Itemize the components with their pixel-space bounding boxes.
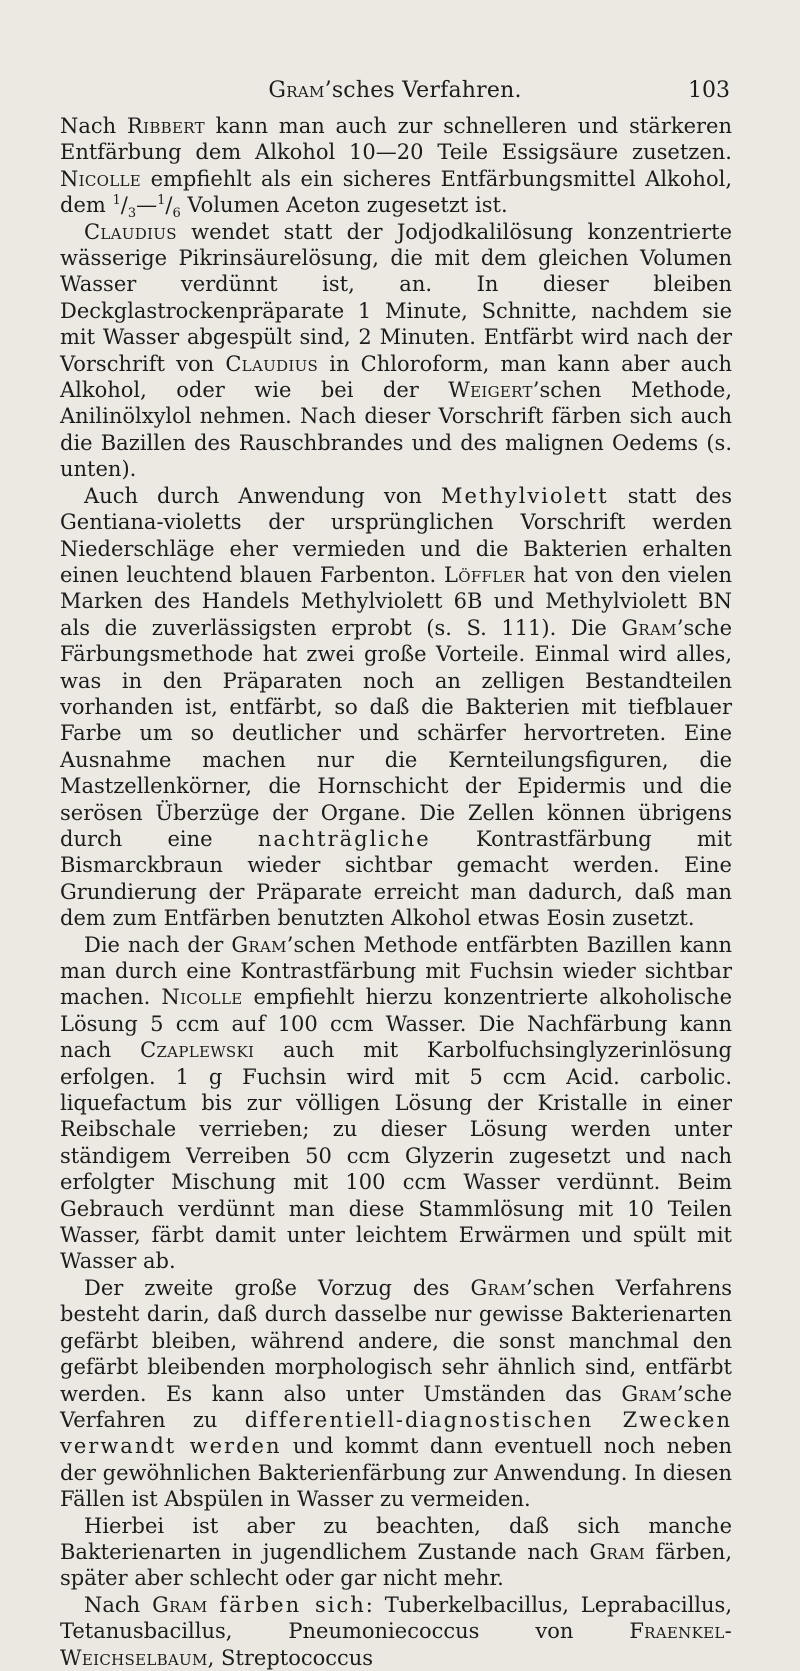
name-small-caps: Weigert — [448, 378, 533, 403]
text-run: ’sche Verfahren zu — [60, 1381, 732, 1432]
fraction-numerator: 1 — [157, 193, 166, 209]
name-small-caps: Claudius — [225, 351, 319, 376]
name-small-caps: Gram — [231, 932, 287, 957]
text-run: auch mit Karbolfuchsinglyzerinlösung erfolgen. 1 g Fuchsin wird mit 5 ccm Acid. carbolic. liquefactum bis zur völligen Lösung der Kristalle in einer Reibschale verrieben; zu dieser Lösung werden unter ständigem Verreiben 50 ccm Glyzerin zugesetzt und nach erfolgter Mischung mit 100 ccm Wasser verdünnt. Beim Gebrauch verdünnt man diese Stammlösung mit 10 Teilen Wasser, färbt damit unter leichtem Erwärmen und spült mit Wasser ab. — [60, 1038, 732, 1274]
text-run: Volumen Aceton zugesetzt ist. — [180, 193, 508, 218]
text-run: färben, später aber schlecht oder gar nicht mehr. — [60, 1539, 733, 1591]
text-run: , Streptococcus — [207, 1645, 374, 1670]
text-run: empfiehlt als ein sicheres Entfärbungsmittel Alkohol, dem — [60, 166, 732, 218]
text-run: empfiehlt hierzu konzentrierte alkoholische Lösung 5 ccm auf 100 ccm Wasser. Die Nachfärbung kann nach — [60, 985, 732, 1063]
text-run: und kommt dann eventuell noch neben der gewöhnlichen Bakterienfärbung zur Anwendung. In diesen Fällen ist Abspülen in Wasser zu vermeiden. — [60, 1434, 733, 1512]
name-small-caps: Nicolle — [60, 166, 142, 191]
text-run: : Tuberkelbacillus, Leprabacillus, Tetanusbacillus, Pneumoniecoccus von — [60, 1592, 733, 1644]
text-run: Der zweite große Vorzug des — [84, 1275, 471, 1300]
paragraph — [60, 1592, 732, 1671]
paragraph — [60, 219, 732, 483]
text-run: ’schen Methode entfärbten Bazillen kann man durch eine Kontrastfärbung mit Fuchsin wieder sichtbar machen. — [60, 932, 732, 1010]
name-small-caps: Ribbert — [127, 114, 205, 138]
name-small-caps: Czaplewski — [140, 1038, 255, 1063]
text-run: statt des Gentiana-violetts der ursprünglichen Vorschrift werden Niederschläge eher vermieden und die Bakterien erhalten einen leuchtend blauen Farbenton. — [60, 483, 732, 587]
paragraph — [60, 1513, 732, 1592]
name-small-caps: Gram — [621, 1381, 677, 1406]
text-run: Die nach der — [84, 932, 232, 957]
name-small-caps: Nicolle — [161, 985, 243, 1010]
fraction-denominator: 6 — [172, 206, 181, 222]
running-head-name: Gram — [268, 78, 325, 103]
paragraph — [60, 932, 732, 1275]
name-small-caps: Gram — [152, 1592, 208, 1617]
name-small-caps: Gram — [621, 615, 677, 640]
text-run: Kontrastfärbung mit Bismarckbraun wieder sichtbar gemacht werden. Eine Grundierung der Präparate erreicht man dadurch, daß man dem zum Entfärben benutzten Alkohol etwas Eosin zusetzt. — [60, 826, 732, 931]
running-head-rest: ’sches Verfahren. — [324, 78, 522, 103]
fraction-numerator: 1 — [112, 193, 121, 209]
text-run: Auch durch Anwendung von — [84, 483, 441, 508]
emphasis-spaced: nachträgliche — [257, 826, 431, 851]
text-run: Hierbei ist aber zu beachten, daß sich manche Bakterienarten in jugendlichem Zustande nach — [60, 1513, 732, 1564]
body-text — [60, 113, 732, 1671]
text-run: / — [165, 193, 173, 218]
paragraph — [60, 1275, 732, 1513]
text-run: wendet statt der Jodjodkalilösung konzentrierte wässerige Pikrinsäurelösung, die mit dem gleichen Volumen Wasser verdünnt ist, an. In dieser bleiben Deckglastrockenpräparate 1 Minute, Schnitte, nachdem sie mit Wasser abgespült sind, 2 Minuten. Entfärbt wird nach der Vorschrift von — [60, 219, 732, 376]
text-run — [208, 1593, 220, 1617]
text-run: in Chloroform, man kann aber auch Alkohol, oder wie bei der — [60, 351, 732, 403]
name-small-caps: Löffler — [444, 562, 526, 587]
page-number: 103 — [688, 78, 730, 103]
emphasis-spaced: färben sich — [219, 1592, 366, 1617]
text-run: ’schen Verfahrens besteht darin, daß durch dasselbe nur gewisse Bakterienarten gefärbt bleiben, während andere, die sonst manchmal den gefärbt bleibenden morphologisch sehr ähnlich sind, entfärbt werden. Es kann also unter Umständen das — [60, 1275, 732, 1406]
text-run: Nach — [60, 114, 127, 138]
name-small-caps: Gram — [470, 1275, 527, 1300]
name-small-caps: Gram — [589, 1539, 645, 1564]
emphasis-spaced: differentiell-diagnostischen Zwecken verwandt werden — [60, 1407, 732, 1459]
name-small-caps: Fraenkel-Weichselbaum — [60, 1619, 732, 1670]
paragraph — [60, 483, 732, 932]
text-run: hat von den vielen Marken des Handels Methylviolett 6B und Methylviolett BN als die zuverlässigsten erprobt (s. S. 111). Die — [60, 562, 732, 640]
paragraph — [60, 113, 733, 222]
text-run: / — [120, 193, 128, 218]
fraction-denominator: 3 — [127, 206, 137, 222]
text-run: Nach — [84, 1592, 153, 1617]
page-header — [60, 78, 730, 108]
text-run: ’sche Färbungsmethode hat zwei große Vorteile. Einmal wird alles, was in den Präparaten noch an zelligen Bestandteilen vorhanden ist, entfärbt, so daß die Bakterien mit tiefblauer Farbe um so deutlicher und schärfer hervortreten. Eine Ausnahme machen nur die Kernteilungsfiguren, die Mastzellenkörner, die Hornschicht der Epidermis und die serösen Überzüge der Organe. Die Zellen können übrigens durch eine — [60, 615, 732, 851]
name-small-caps: Claudius — [84, 219, 177, 244]
running-head — [60, 78, 730, 103]
text-run: kann man auch zur schnelleren und stärkeren Entfärbung dem Alkohol 10—20 Teile Essigsäure zusetzen. — [60, 114, 733, 165]
text-run: ’schen Methode, Anilinölxylol nehmen. Nach dieser Vorschrift färben sich auch die Bazillen des Rauschbrandes und des malignen Oedems (s. unten). — [60, 378, 732, 482]
text-run: — — [136, 193, 158, 218]
emphasis-spaced: Methylviolett — [440, 483, 609, 508]
